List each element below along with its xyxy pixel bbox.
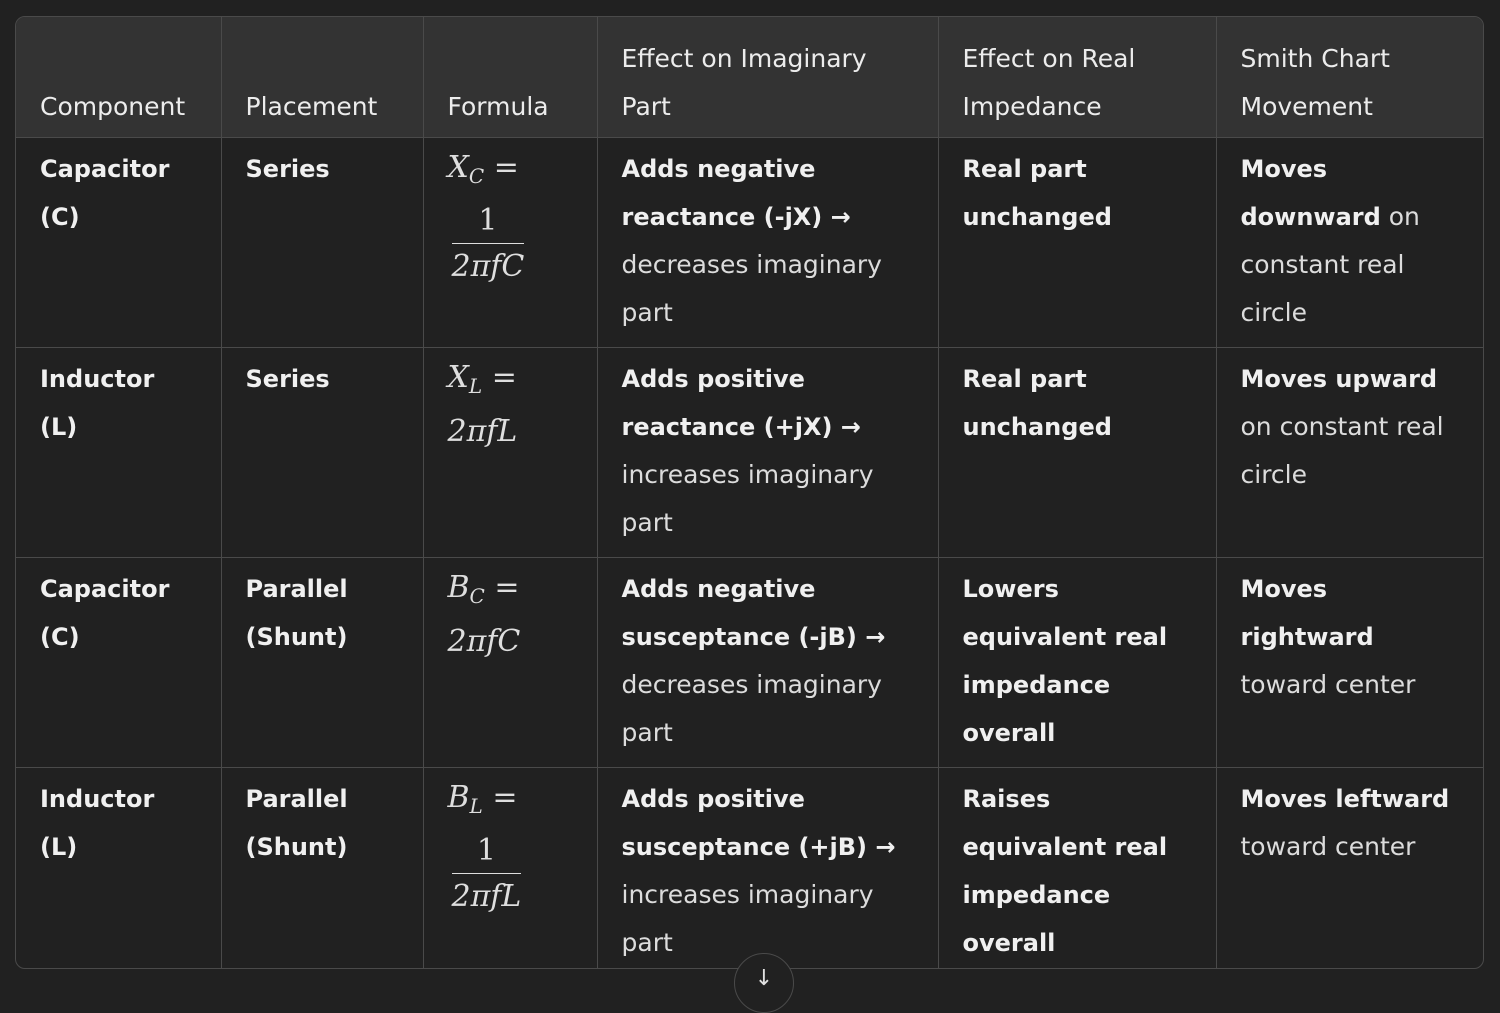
- formula-fraction: $\frac{1}{\text{2πfC}}$: [452, 199, 525, 290]
- cell-real-effect: Real part unchanged: [938, 348, 1216, 558]
- cell-imaginary-effect: Adds positive susceptance (+jB) → increases imaginary part: [597, 768, 938, 970]
- cell-imaginary-effect: Adds negative susceptance (-jB) → decreases imaginary part: [597, 558, 938, 768]
- cell-real-effect: Lowers equivalent real impedance overall: [938, 558, 1216, 768]
- cell-component: Inductor (L): [16, 768, 221, 970]
- cell-placement: Series: [221, 138, 423, 348]
- cell-formula: $X_C$ = $\frac{1}{\text{2πfC}}$: [423, 138, 597, 348]
- table-row: [16, 348, 1483, 558]
- cell-imaginary-effect: Adds positive reactance (+jX) → increases imaginary part: [597, 348, 938, 558]
- scroll-down-button[interactable]: [734, 953, 794, 1013]
- header-placement: Placement: [221, 17, 423, 138]
- header-component: Component: [16, 17, 221, 138]
- header-formula: Formula: [423, 17, 597, 138]
- cell-smith-movement: Moves rightward toward center: [1216, 558, 1483, 768]
- cell-real-effect: Real part unchanged: [938, 138, 1216, 348]
- header-imaginary-effect: Effect on Imaginary Part: [597, 17, 938, 138]
- header-real-effect: Effect on Real Impedance: [938, 17, 1216, 138]
- cell-formula: $B_L$ = $\frac{1}{\text{2πfL}}$: [423, 768, 597, 970]
- cell-smith-movement: Moves upward on constant real circle: [1216, 348, 1483, 558]
- formula-fraction: $\frac{1}{\text{2πfL}}$: [452, 829, 522, 920]
- table-row: [16, 768, 1483, 970]
- table-row: [16, 138, 1483, 348]
- cell-real-effect: Raises equivalent real impedance overall: [938, 768, 1216, 970]
- cell-formula: $X_L$ = 2πfL: [423, 348, 597, 558]
- cell-placement: Series: [221, 348, 423, 558]
- cell-placement: Parallel (Shunt): [221, 768, 423, 970]
- cell-formula: $B_C$ = 2πfC: [423, 558, 597, 768]
- cell-component: Capacitor (C): [16, 138, 221, 348]
- table-row: [16, 558, 1483, 768]
- cell-smith-movement: Moves downward on constant real circle: [1216, 138, 1483, 348]
- cell-component: Capacitor (C): [16, 558, 221, 768]
- impedance-matching-table: [15, 16, 1484, 969]
- cell-imaginary-effect: Adds negative reactance (-jX) → decreases imaginary part: [597, 138, 938, 348]
- table-header-row: [16, 17, 1483, 138]
- cell-smith-movement: Moves leftward toward center: [1240, 785, 1450, 861]
- cell-component: Inductor (L): [16, 348, 221, 558]
- header-smith-chart: Smith Chart Movement: [1216, 17, 1483, 138]
- cell-placement: Parallel (Shunt): [221, 558, 423, 768]
- arrow-down-icon: ↓: [754, 966, 774, 991]
